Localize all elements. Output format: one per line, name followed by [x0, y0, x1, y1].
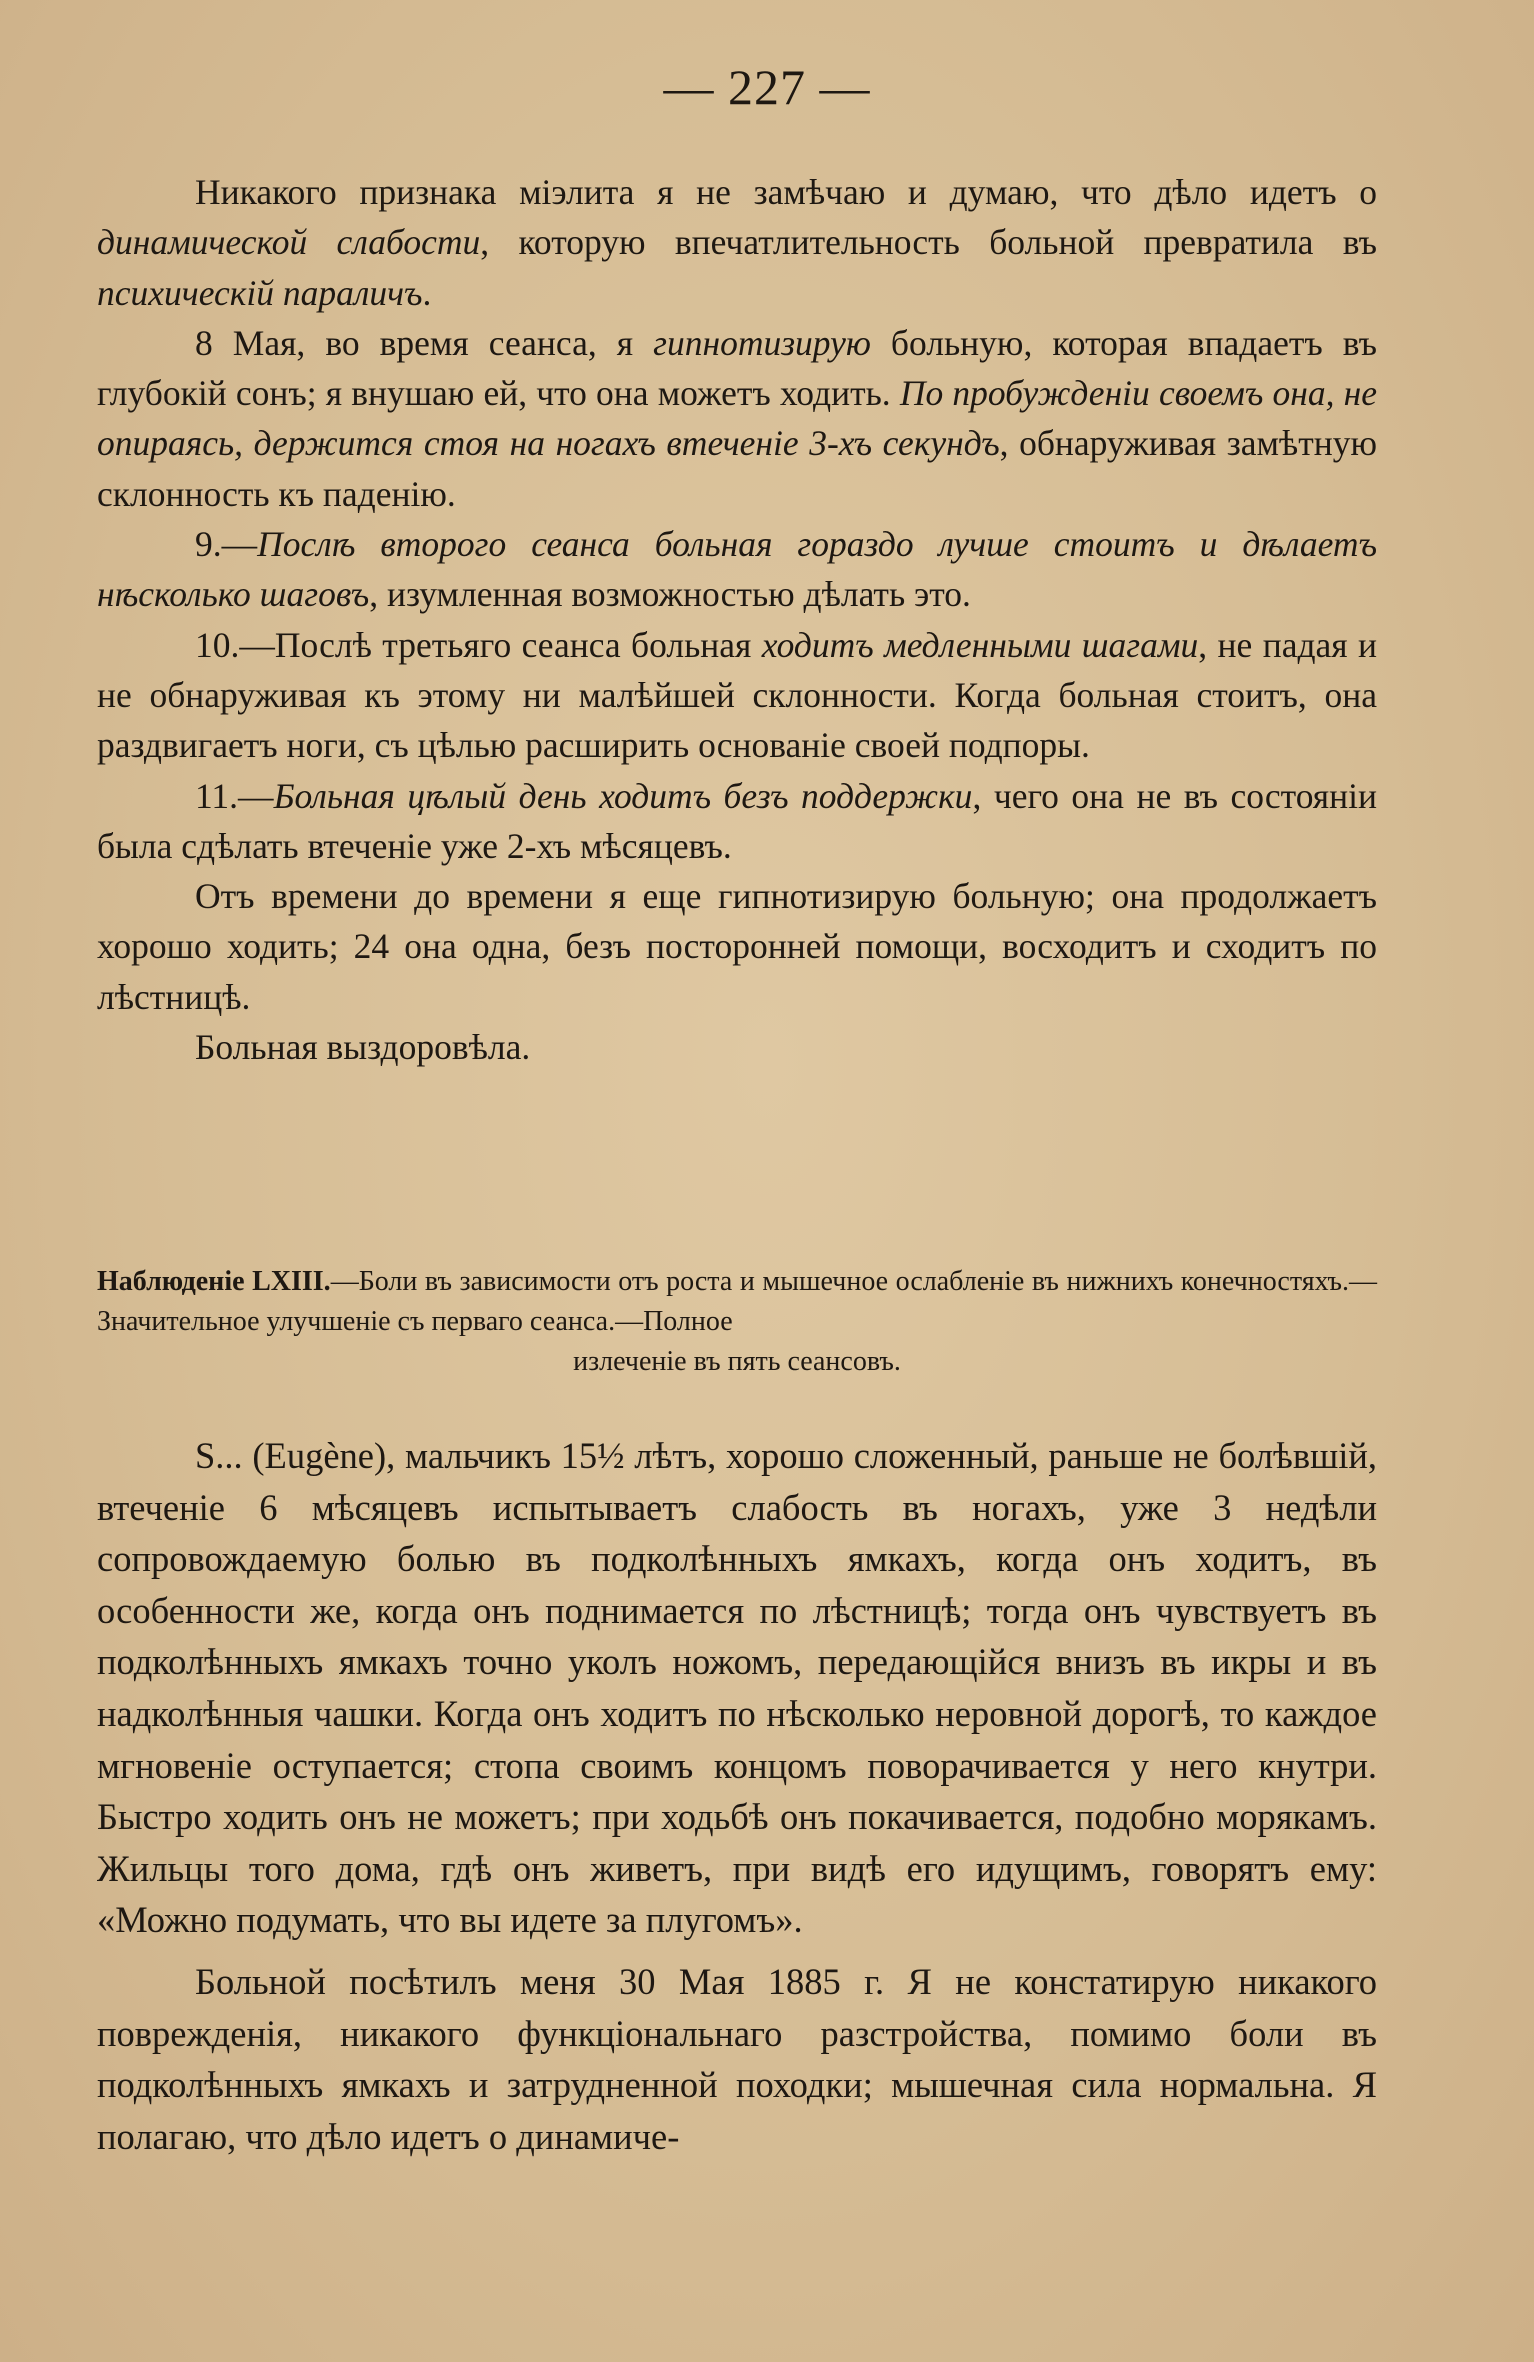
- page-number: — 227 —: [663, 59, 871, 115]
- paragraph: Отъ времени до времени я еще гипнотизирую больную; она продолжаетъ хорошо ходить; 24 она одна, безъ посторонней помощи, восходитъ и сходитъ по лѣстницѣ.: [97, 876, 1377, 1017]
- paragraph: 8 Мая, во время сеанса, я гипнотизирую больную, которая впадаетъ въ глубокій сонъ; я внушаю ей, что она можетъ ходить. По пробужденіи своемъ она, не опираясь, держится стоя на ногахъ втеченіе 3-хъ секундъ, обнаруживая замѣтную склонность къ паденію.: [97, 322, 1378, 514]
- paragraph: Никакого признака міэлита я не замѣчаю и думаю, что дѣло идетъ о динамической слабости, которую впечатлительность больной превратила въ психическій параличъ.: [97, 172, 1377, 313]
- paragraph: 10.—Послѣ третьяго сеанса больная ходитъ медленными шагами, не падая и не обнаруживая къ этому ни малѣйшей склонности. Когда больная стоитъ, она раздвигаетъ ноги, съ цѣлью расширить основаніе своей подпоры.: [97, 624, 1377, 766]
- paragraph: 9.—Послѣ второго сеанса больная гораздо лучше стоитъ и дѣлаетъ нѣсколько шаговъ, изумленная возможностью дѣлать это.: [97, 524, 1377, 615]
- paragraph: S... (Eugène), мальчикъ 15½ лѣтъ, хорошо сложенный, раньше не болѣвшій, втеченіе 6 мѣсяцевъ испытываетъ слабость въ ногахъ, уже 3 недѣли сопровождаемую болью въ подколѣнныхъ ямкахъ, когда онъ ходитъ, въ особенности же, когда онъ поднимается по лѣстницѣ; тогда онъ чувствуетъ въ подколѣнныхъ ямкахъ точно уколъ ножомъ, передающійся внизъ въ икры и въ надколѣнныя чашки. Когда онъ ходитъ по нѣсколько неровной дорогѣ, то каждое мгновеніе оступается; стопа своимъ концомъ поворачивается у него кнутри. Быстро ходить онъ не можетъ; при ходьбѣ онъ покачивается, подобно морякамъ. Жильцы того дома, гдѣ онъ живетъ, при видѣ его идущимъ, говорятъ ему: «Можно подумать, что вы идете за плугомъ».: [97, 1435, 1377, 1941]
- paragraph: Больная выздоровѣла.: [195, 1027, 531, 1068]
- paragraph: 11.—Больная цѣлый день ходитъ безъ поддержки, чего она не въ состояніи была сдѣлать втеченіе уже 2-хъ мѣсяцевъ.: [97, 775, 1377, 866]
- text-section-bottom: [97, 1430, 1377, 2162]
- observation-heading: [97, 1262, 1377, 1382]
- text-section-top: [97, 167, 1377, 1072]
- paragraph: Больной посѣтилъ меня 30 Мая 1885 г. Я не констатирую никакого поврежденія, никакого функціональнаго разстройства, помимо боли въ подколѣнныхъ ямкахъ и затрудненной походки; мышечная сила нормальна. Я полагаю, что дѣло идетъ о динамиче-: [97, 1960, 1377, 2157]
- observation-text: —Боли въ зависимости отъ роста и мышечное ослабленіе въ нижнихъ конечностяхъ.—Значительное улучшеніе съ перваго сеанса.—Полное: [97, 1266, 1377, 1337]
- observation-last-line: излеченіе въ пять сеансовъ.: [573, 1346, 901, 1377]
- observation-label: Наблюденіе LXIII.: [97, 1266, 331, 1297]
